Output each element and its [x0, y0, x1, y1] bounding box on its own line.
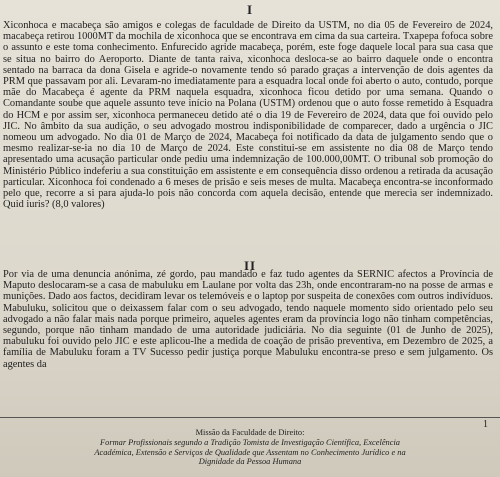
footer-line-2: Académica, Extensão e Serviços de Qualidade que Assentam no Conhecimento Jurídico e na [94, 447, 406, 457]
case-question-1: Xiconhoca e macabeça são amigos e colegas de faculdade de Direito da USTM, no dia 05 de Fevereiro de 2024, macabeça retirou 1000MT da mochila de xiconhoca que se encontrava em cima da sua carteira. Txapepa fofoca sobre o assunto e este toma conhecimento. Enfurecido agride macabeça, porém, este foge daquele local para sua casa que se situa no bairro do Aeroporto. Diante de tanta raiva, xiconhoca desloca-se ao bairro daquele onde o encontra sentado na barraca da dona Gisela e agride-o novamente tendo só parado graças a intervenção de dois agentes da PRM que passavam por ali. Levaram-no imediatamente para a esquadra local onde foi aberto o auto, contudo, porque mãe do Macabeça é agente da PRM naquela esquadra, xiconhoca ficou detido por uma semana. Quando o Comandante soube que aquele assunto teve início na Polana (USTM) ordenou que o auto fosse remetido à Esquadra do HCM e por assim ser, xiconhoca permaneceu detido até o dia 19 de Fevereiro de 2024, data que foi ouvido pelo JIC. No âmbito da sua audição, o seu advogado mostrou indisponibilidade de comparecer, dado a urgência o JIC nomeou um advogado. No dia 01 de Março de 2024, Macabeça foi notificado da data de julgamento sendo que o mesmo realizar-se-ia no dia 10 de Março de 2024. Este constitui-se em assistente no dia 08 de Março tendo apresentado uma acusação particular onde pediu uma indemnização de 100.000,00MT. O tribunal sob promoção do Ministério Público indeferiu a sua constituição em assistente e em consequência disso ordenou a retirada da acusação particular. Xiconhoca foi condenado a 6 meses de prisão e seis meses de multa. Macabeça encontra-se inconformado pelo que, recorre a si para ajuda-lo pois não concorda com aquela decisão, entende que merecia ser indemnizado. Quid iuris? (8,0 valores) [3, 20, 493, 211]
faculty-mission-footer [40, 428, 460, 467]
page-number: 1 [483, 419, 488, 430]
case-question-2: Por via de uma denuncia anónima, zé gordo, pau mandado e faz tudo agentes da SERNIC afectos a Província de Maputo deslocaram-se a casa de mabuluku em Laulane por volta das 23h, onde encontraram-no na posse de armas e munições. Dado aos factos, decidiram levar os telemóveis e o laptop por suspeita de conexões com outros indivíduos. Mabuluku, solicitou que o deixassem falar com o seu advogado, tendo naquele momento sido orientado pelo seu advogado a não falar mais nada porque primeiro, aqueles agentes eram da província logo não tinham competências, segundo, porque não tinham mandado de uma autoridade judiciária. No dia seguinte (01 de Junho de 2025), mabuluku foi ouvido pelo JIC e este aplicou-lhe a medida de coação de prisão preventiva, em Dezembro de 2025, a família de Mabuluku foram a TV Sucesso pedir justiça porque Mabuluku encontra-se preso e sem julgamento. Os agentes da [3, 269, 493, 370]
footer-line-1: Formar Profissionais segundo a Tradição Tomista de Investigação Científica, Excelência [100, 437, 400, 447]
footer-title: Missão da Faculdade de Direito: [195, 428, 305, 437]
section-heading-2: II [243, 258, 257, 273]
section-heading-1: I [246, 2, 254, 17]
footer-divider [0, 417, 500, 418]
footer-line-3: Dignidade da Pessoa Humana [198, 457, 302, 467]
